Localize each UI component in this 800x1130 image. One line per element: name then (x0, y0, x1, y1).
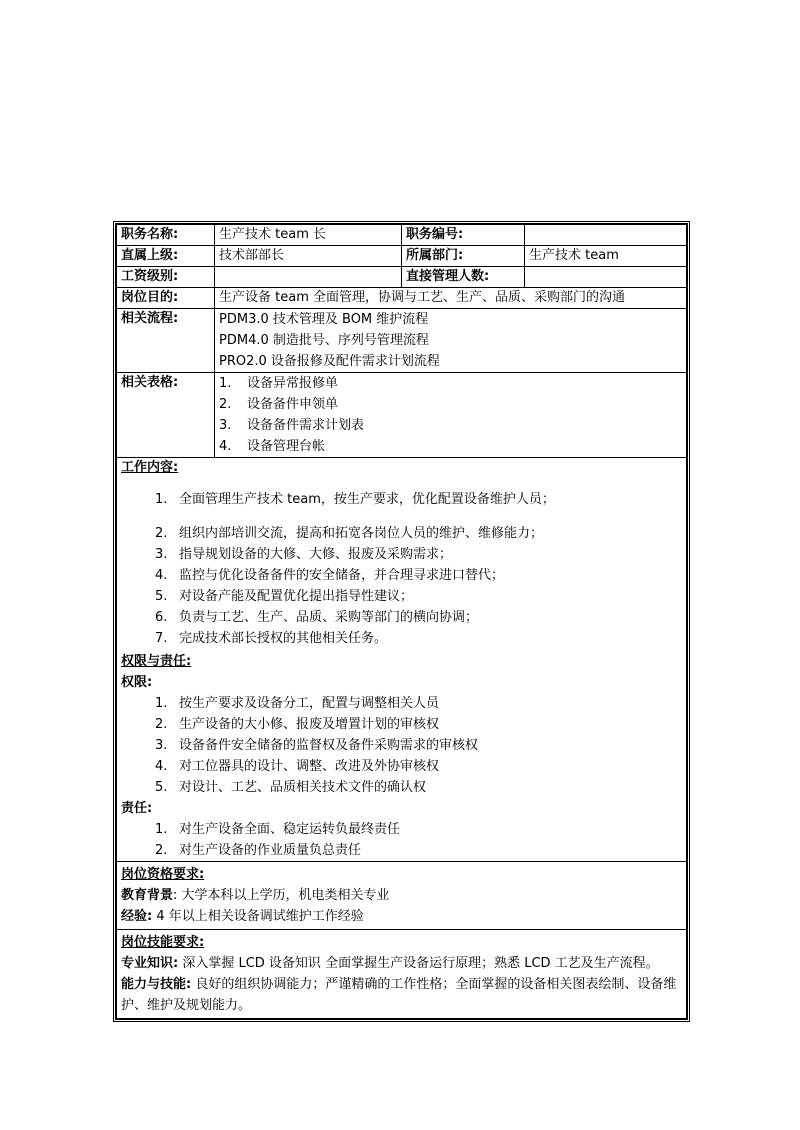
dept-value: 生产技术 team (525, 246, 687, 267)
forms-list (215, 373, 687, 458)
row-grade (117, 267, 687, 288)
duty-item: 3. 指导规划设备的大修、大修、报废及采购需求； (155, 547, 453, 562)
row-qualification (117, 862, 687, 930)
skills-cell (117, 930, 687, 1019)
process-item: PDM3.0 技术管理及 BOM 维护流程 (219, 312, 429, 327)
subordinates-label: 直接管理人数: (402, 267, 525, 288)
right-item: 1. 按生产要求及设备分工，配置与调整相关人员 (155, 696, 440, 711)
row-forms (117, 373, 687, 458)
qualification-title: 岗位资格要求: (121, 867, 205, 882)
education-line: 教育背景: 大学本科以上学历，机电类相关专业 (121, 888, 390, 903)
row-processes (117, 309, 687, 373)
duties-title: 工作内容: (121, 460, 179, 475)
right-item: 4. 对工位器具的设计、调整、改进及外协审核权 (155, 759, 440, 774)
row-title (117, 225, 687, 246)
right-item: 2. 生产设备的大小修、报废及增置计划的审核权 (155, 717, 440, 732)
superior-label: 直属上级: (117, 246, 215, 267)
title-label: 职务名称: (117, 225, 215, 246)
responsibility-item: 1. 对生产设备全面、稳定运转负最终责任 (155, 822, 401, 837)
process-item: PRO2.0 设备报修及配件需求计划流程 (219, 354, 440, 369)
duty-item: 5. 对设备产能及配置优化提出指导性建议； (155, 589, 414, 604)
right-item: 3. 设备备件安全储备的监督权及备件采购需求的审核权 (155, 738, 479, 753)
purpose-label: 岗位目的: (117, 288, 215, 309)
row-skills (117, 930, 687, 1019)
form-item: 3. 设备备件需求计划表 (219, 418, 365, 433)
processes-label: 相关流程: (117, 309, 215, 373)
ability-line: 能力与技能: 良好的组织协调能力；严谨精确的工作性格；全面掌握的设备相关图表绘制、设备维护、维护及规划能力。 (121, 977, 677, 1013)
subordinates-value (525, 267, 687, 288)
qualification-cell (117, 862, 687, 930)
title-value: 生产技术 team 长 (215, 225, 402, 246)
form-item: 2. 设备备件申领单 (219, 397, 339, 412)
duty-item: 6. 负责与工艺、生产、品质、采购等部门的横向协调； (155, 610, 479, 625)
superior-value: 技术部部长 (215, 246, 402, 267)
purpose-value: 生产设备 team 全面管理，协调与工艺、生产、品质、采购部门的沟通 (215, 288, 687, 309)
grade-label: 工资级别: (117, 267, 215, 288)
row-superior (117, 246, 687, 267)
knowledge-line: 专业知识: 深入掌握 LCD 设备知识 全面掌握生产设备运行原理；熟悉 LCD 工艺及生产流程。 (121, 956, 659, 971)
right-item: 5. 对设计、工艺、品质相关技术文件的确认权 (155, 780, 427, 795)
responsibility-item: 2. 对生产设备的作业质量负总责任 (155, 843, 362, 858)
duties-list (121, 477, 682, 651)
duties-authority-cell (117, 458, 687, 862)
code-label: 职务编号: (402, 225, 525, 246)
form-item: 4. 设备管理台帐 (219, 439, 326, 454)
dept-label: 所属部门: (402, 246, 525, 267)
rights-list (121, 693, 682, 798)
row-duties-and-authority (117, 458, 687, 862)
row-purpose (117, 288, 687, 309)
authority-title: 权限与责任: (121, 654, 192, 669)
grade-value (215, 267, 402, 288)
responsibility-title: 责任: (121, 801, 153, 816)
forms-label: 相关表格: (117, 373, 215, 458)
processes-list (215, 309, 687, 373)
duty-item: 1. 全面管理生产技术 team，按生产要求，优化配置设备维护人员； (155, 492, 555, 507)
skills-title: 岗位技能要求: (121, 935, 205, 950)
duty-item: 4. 监控与优化设备备件的安全储备，并合理寻求进口替代； (155, 568, 505, 583)
form-item: 1. 设备异常报修单 (219, 376, 339, 391)
duty-item: 2. 组织内部培训交流，提高和拓宽各岗位人员的维护、维修能力； (155, 526, 544, 541)
experience-line: 经验: 4 年以上相关设备调试维护工作经验 (121, 909, 364, 924)
rights-title: 权限: (121, 675, 153, 690)
process-item: PDM4.0 制造批号、序列号管理流程 (219, 333, 429, 348)
responsibility-list (121, 819, 682, 861)
duty-item: 7. 完成技术部长授权的其他相关任务。 (155, 631, 388, 646)
job-description-table (113, 221, 690, 1022)
code-value (525, 225, 687, 246)
